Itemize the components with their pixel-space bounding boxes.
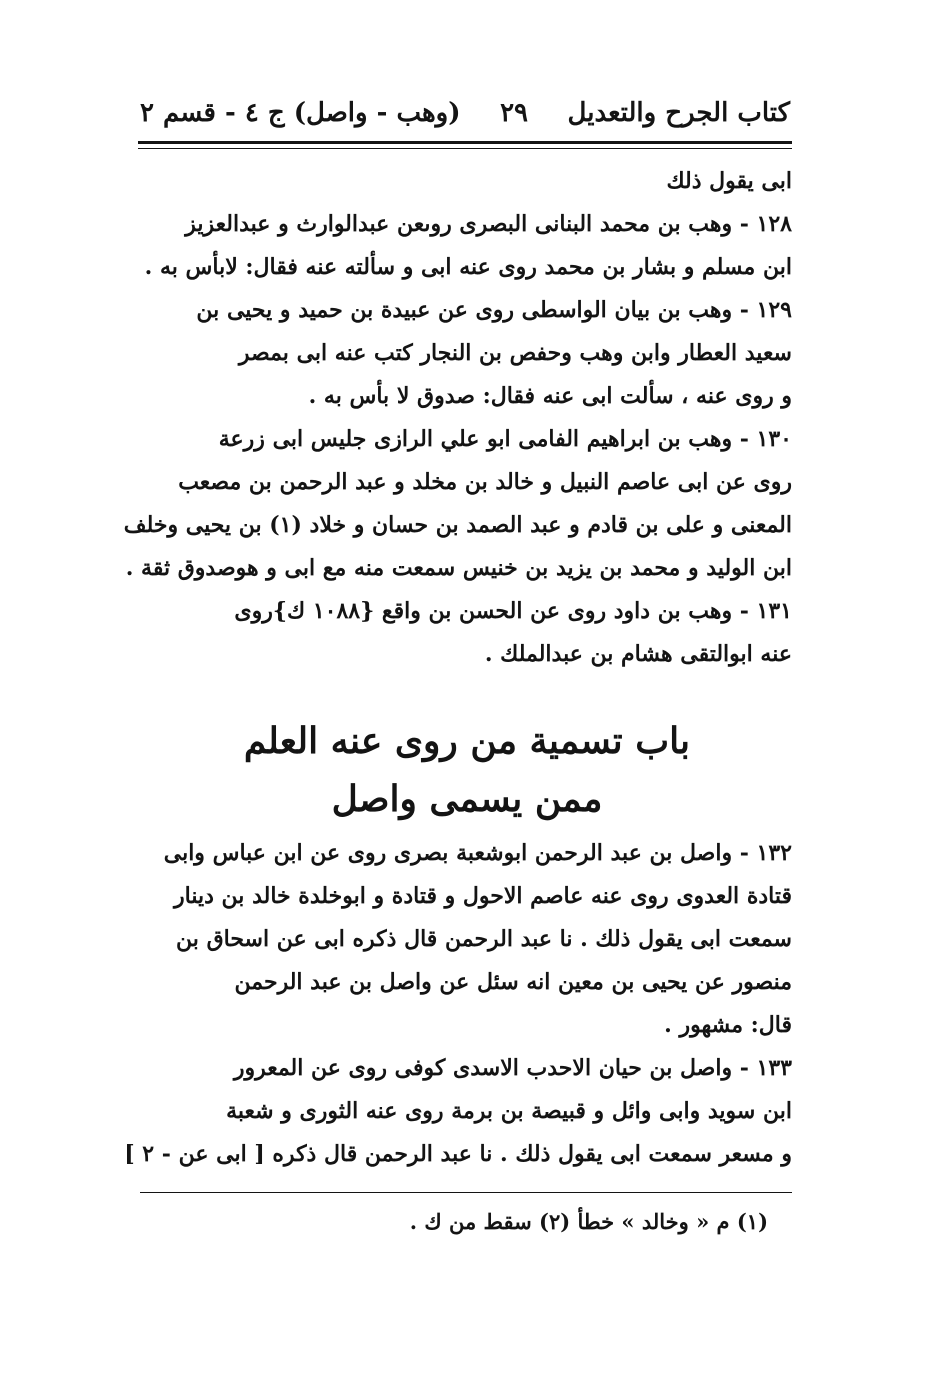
section-range: (وهب - واصل) ج ٤ - قسم ٢ xyxy=(140,98,461,128)
text-line: ابى يقول ذلك xyxy=(666,168,792,194)
text-line: روى عن ابى عاصم النبيل و خالد بن مخلد و عبد الرحمن بن مصعب xyxy=(178,469,792,495)
section-heading-line-2: ممن يسمى واصل xyxy=(331,778,603,820)
text-line: ابن الوليد و محمد بن يزيد بن خنيس سمعت منه مع ابى و هوصدوق ثقة . xyxy=(125,555,792,581)
entry-131-line: ١٣١ - وهب بن داود روى عن الحسن بن واقع {١٠٨٨ ك}روى xyxy=(234,598,792,624)
section-heading xyxy=(142,712,792,828)
book-title: كتاب الجرح والتعديل xyxy=(567,98,790,128)
entries-block-wasil xyxy=(124,832,792,1176)
entry-133-line: ١٣٣ - واصل بن حيان الاحدب الاسدى كوفى روى عن المعرور xyxy=(233,1055,792,1081)
entry-130-line: ١٣٠ - وهب بن ابراهيم الفامى ابو علي الرازى جليس ابى زرعة xyxy=(218,426,792,452)
text-line: المعنى و على بن قادم و عبد الصمد بن حسان و خلاد (١) بن يحيى وخلف xyxy=(123,512,792,538)
header-rule-thin xyxy=(138,148,792,149)
section-heading-line-1: باب تسمية من روى عنه العلم xyxy=(243,720,691,762)
text-line: قتادة العدوى روى عنه عاصم الاحول و قتادة و ابوخلدة خالد بن دينار xyxy=(174,883,792,909)
footnote: (١) م « وخالد » خطأ (٢) سقط من ك . xyxy=(409,1209,768,1234)
header-rule-thick xyxy=(138,141,792,144)
text-line: سعيد العطار وابن وهب وحفص بن النجار كتب عنه ابى بمصر xyxy=(238,340,792,366)
entry-128-line: ١٢٨ - وهب بن محمد البنانى البصرى روىعن عبدالوارث و عبدالعزيز xyxy=(185,211,792,237)
text-line: قال: مشهور . xyxy=(664,1012,792,1038)
text-line: و روى عنه ، سألت ابى عنه فقال: صدوق لا بأس به . xyxy=(308,383,792,409)
text-line: منصور عن يحيى بن معين انه سئل عن واصل بن عبد الرحمن xyxy=(234,969,792,995)
text-line: عنه ابوالتقى هشام بن عبدالملك . xyxy=(484,641,792,667)
running-header xyxy=(140,92,790,134)
footnote-rule xyxy=(140,1192,792,1193)
text-line: سمعت ابى يقول ذلك . نا عبد الرحمن قال ذكره ابى عن اسحاق بن xyxy=(176,926,792,952)
entries-block-wahb xyxy=(123,160,792,676)
text-line: ابن مسلم و بشار بن محمد روى عنه ابى و سألته عنه فقال: لابأس به . xyxy=(144,254,792,280)
entry-132-line: ١٣٢ - واصل بن عبد الرحمن ابوشعبة بصرى روى عن ابن عباس وابى xyxy=(163,840,792,866)
entry-129-line: ١٢٩ - وهب بن بيان الواسطى روى عن عبيدة بن حميد و يحيى بن xyxy=(196,297,792,323)
page-number: ٢٩ xyxy=(500,98,529,128)
text-line: و مسعر سمعت ابى يقول ذلك . نا عبد الرحمن قال ذكره [ ابى عن - ٢ ] xyxy=(124,1141,792,1167)
text-line: ابن سويد وابى وائل و قبيصة بن برمة روى عنه الثورى و شعبة xyxy=(226,1098,792,1124)
